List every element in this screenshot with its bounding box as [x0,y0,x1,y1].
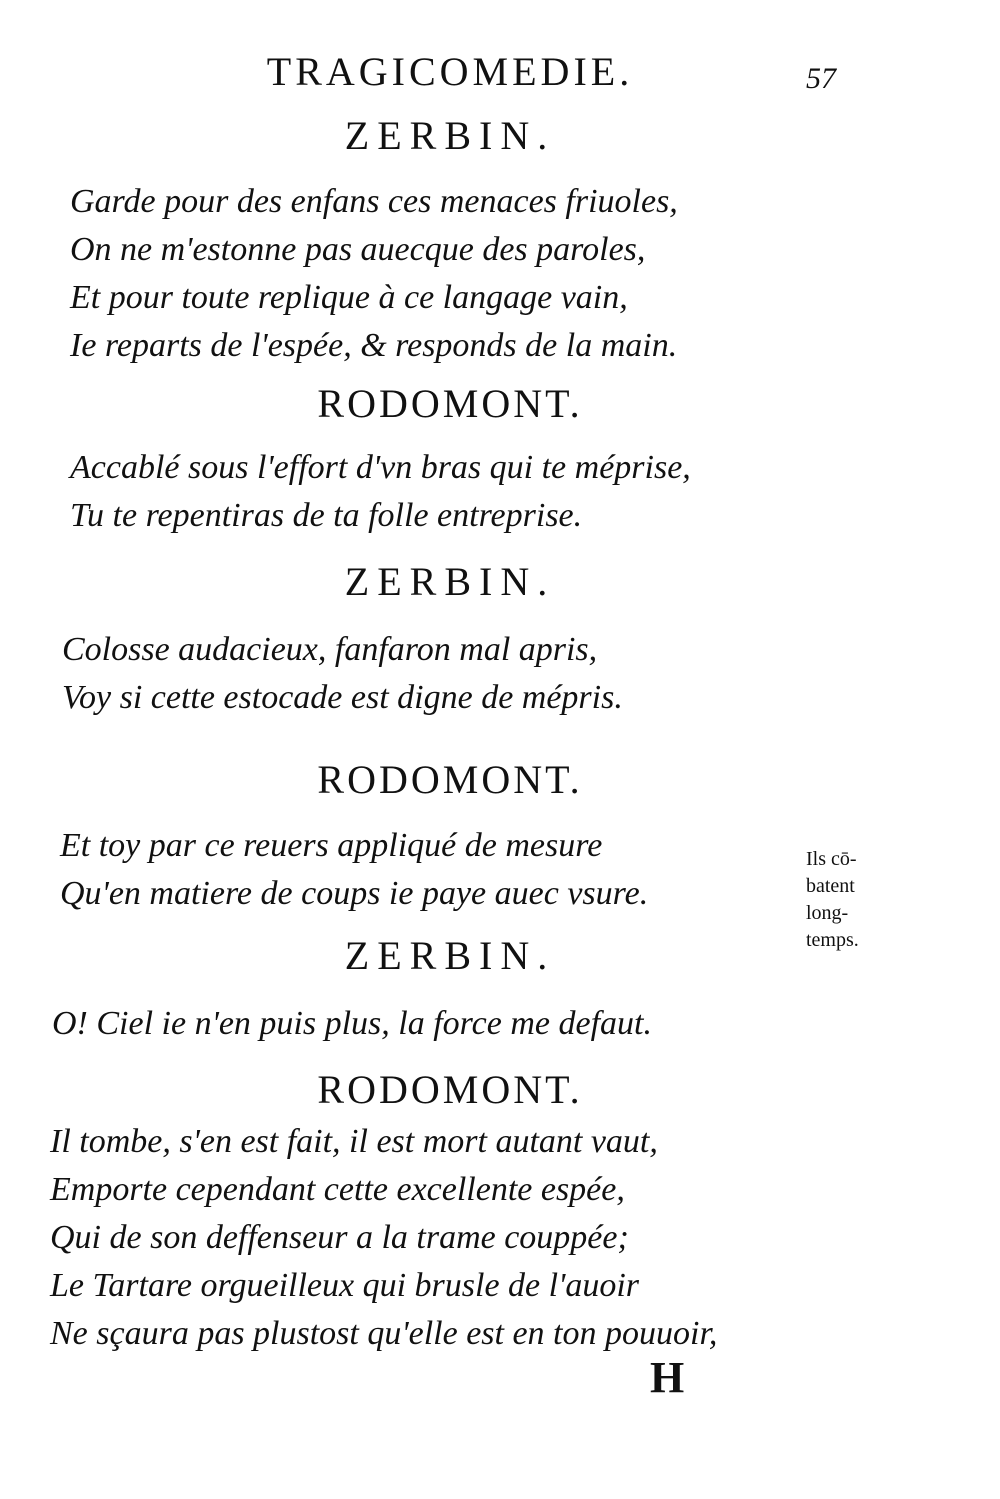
verse-line: Le Tartare orgueilleux qui brusle de l'auoir [50,1267,640,1304]
verse-line: Accablé sous l'effort d'vn bras qui te méprise, [70,449,691,486]
running-title: TRAGICOMEDIE. [266,49,634,94]
speaker-heading: ZERBIN. [344,933,556,978]
verse-line: Ie reparts de l'espée, & responds de la main. [70,327,678,364]
verse-line: Il tombe, s'en est fait, il est mort autant vaut, [50,1123,658,1160]
speaker-heading: RODOMONT. [317,757,583,802]
marginal-note-line: Ils cō- [806,848,857,870]
verse-block [52,1000,752,1048]
signature-mark: H [650,1353,685,1402]
verse-line: Et pour toute replique à ce langage vain, [70,279,628,316]
speaker-heading: RODOMONT. [317,1067,583,1112]
verse-line: Garde pour des enfans ces menaces friuoles, [70,183,678,220]
verse-block [70,178,770,370]
speaker-heading: RODOMONT. [317,381,583,426]
verse-line: On ne m'estonne pas auecque des paroles, [70,231,646,268]
verse-line: O! Ciel ie n'en puis plus, la force me defaut. [52,1005,652,1042]
verse-line: Qu'en matiere de coups ie paye auec vsure. [60,875,649,912]
marginal-note-line: temps. [806,929,859,951]
verse-line: Qui de son deffenseur a la trame couppée; [50,1219,629,1256]
verse-block [62,626,762,722]
verse-block [60,822,760,918]
verse-line: Colosse audacieux, fanfaron mal apris, [62,631,598,668]
verse-line: Et toy par ce reuers appliqué de mesure [60,827,603,864]
marginal-note-line: long- [806,902,849,924]
marginal-note-line: batent [806,875,855,897]
speaker-heading: ZERBIN. [344,559,556,604]
verse-line: Emporte cependant cette excellente espée, [50,1171,625,1208]
verse-line: Voy si cette estocade est digne de mépris. [62,679,623,716]
verse-block [50,1118,750,1358]
page-number: 57 [806,62,836,95]
verse-block [70,444,770,540]
speaker-heading: ZERBIN. [344,113,556,158]
verse-line: Tu te repentiras de ta folle entreprise. [70,497,583,534]
verse-line: Ne sçaura pas plustost qu'elle est en ton pouuoir, [50,1315,718,1352]
